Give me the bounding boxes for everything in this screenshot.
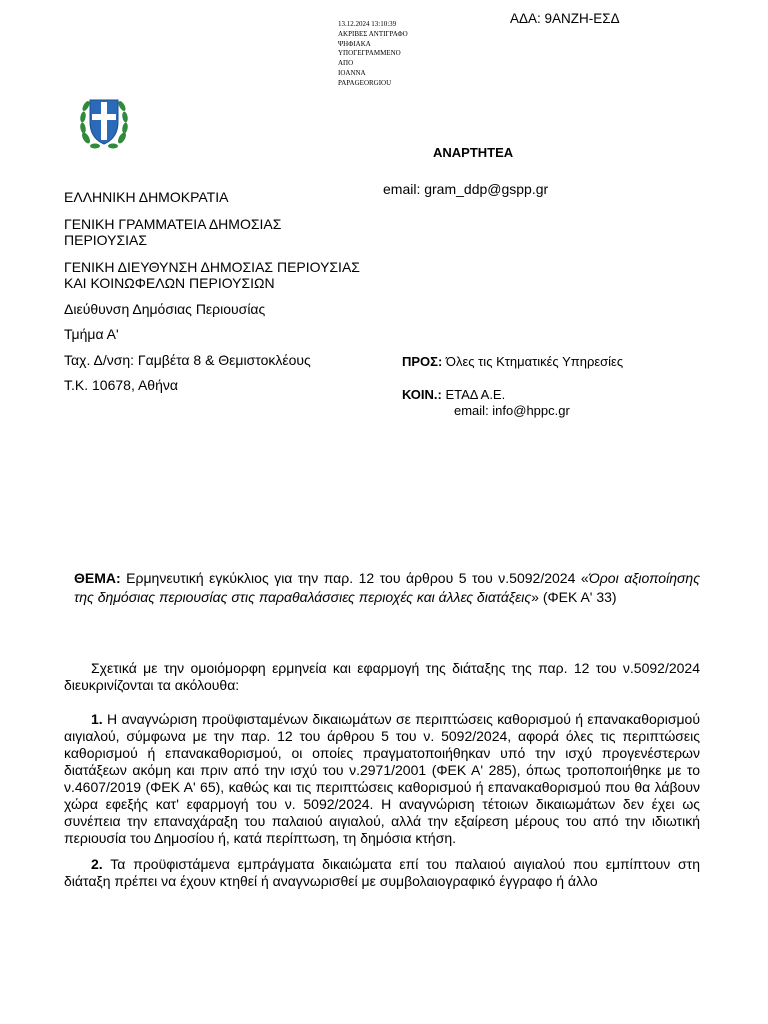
stamp-line: ΑΚΡΙΒΕΣ ΑΝΤΙΓΡΑΦΟ xyxy=(338,29,408,38)
paragraph-2 xyxy=(64,856,700,890)
greek-emblem-icon xyxy=(80,88,128,152)
sender-address: Ταχ. Δ/νση: Γαμβέτα 8 & Θεμιστοκλέους xyxy=(64,351,311,368)
subject-paragraph xyxy=(74,569,700,607)
stamp-line: PAPAGEORGIOU xyxy=(338,78,392,87)
sender-directorate-general: ΓΕΝΙΚΗ ΔΙΕΥΘΥΝΣΗ ΔΗΜΟΣΙΑΣ ΠΕΡΙΟΥΣΙΑΣ ΚΑΙ ΚΟΙΝΩΦΕΛΩΝ ΠΕΡΙΟΥΣΙΩΝ xyxy=(64,258,360,291)
cc-value: ΕΤΑΔ Α.Ε. xyxy=(441,387,506,402)
to-label: ΠΡΟΣ: xyxy=(402,354,443,369)
document-body xyxy=(64,660,700,899)
paragraph-1 xyxy=(64,711,700,847)
recipient-to xyxy=(402,354,742,370)
subject-label: ΘΕΜΑ: xyxy=(74,570,121,586)
intro-paragraph: Σχετικά με την ομοιόμορφη ερμηνεία και εφαρμογή της διάταξης της παρ. 12 του ν.5092/2024 διευκρινίζονται τα ακόλουθα: xyxy=(64,660,700,693)
paragraph-text: Τα προϋφιστάμενα εμπράγματα δικαιώματα επί του παλαιού αιγιαλού που εμπίπτουν στη διάταξη πρέπει να έχουν κτηθεί ή αναγνωρισθεί με συμβολαιογραφικό έγγραφο ή άλλο xyxy=(64,856,700,889)
stamp-line: IOANNA xyxy=(338,68,366,77)
sender-email: email: gram_ddp@gspp.gr xyxy=(383,181,549,197)
stamp-line: ΨΗΦΙΑΚΑ xyxy=(338,39,371,48)
paragraph-number: 1. xyxy=(91,711,103,727)
sender-republic: ΕΛΛΗΝΙΚΗ ΔΗΜΟΚΡΑΤΙΑ xyxy=(64,189,229,205)
sender-block xyxy=(64,189,364,394)
paragraph-text: Η αναγνώριση προϋφισταμένων δικαιωμάτων σε περιπτώσεις καθορισμού ή επανακαθορισμού αιγιαλού, σύμφωνα με την παρ. 12 του άρθρου 5 του ν. 5092/2024, αφορά όλες τις περιπτώσεις καθορισμού ή επανακαθορισμού, οι οποίες πραγματοποιήθηκαν υπό την ισχύ προγενέστερων διατάξεων ακόμη και πριν από την ισχύ του ν.2971/2001 (ΦΕΚ Α' 285), όπως τροποποιήθηκε με το ν.4607/2019 (ΦΕΚ Α' 65), καθώς και τις περιπτώσεις καθορισμού ή επανακαθορισμού που θα λάβουν χώρα εφεξής κατ' εφαρμογή του ν. 5092/2024. Η αναγνώριση τέτοιων δικαιωμάτων δεν έχει ως συνέπεια την επαναχάραξη του παλαιού αιγιαλού, αλλά την εξαίρεση μέρους του από την ιδιωτική περιουσία του Δημοσίου ή, κατά περίπτωση, τη δημόσια κτήση. xyxy=(64,711,700,846)
stamp-line: ΑΠΟ xyxy=(338,59,354,68)
to-value: Όλες τις Κτηματικές Υπηρεσίες xyxy=(442,354,624,369)
recipient-cc xyxy=(402,387,742,403)
ada-code: ΑΔΑ: 9ΑΝΖΗ-ΕΣΔ xyxy=(510,11,620,26)
stamp-line: 13.12.2024 13:10:39 xyxy=(338,20,397,28)
paragraph-number: 2. xyxy=(91,856,103,872)
sender-department: Τμήμα Α' xyxy=(64,326,119,342)
cc-label: ΚΟΙΝ.: xyxy=(402,387,442,402)
cc-email: email: info@hppc.gr xyxy=(454,403,570,418)
subject-text-end: » (ΦΕΚ Α' 33) xyxy=(531,589,617,605)
sender-directorate: Διεύθυνση Δημόσιας Περιουσίας xyxy=(64,300,266,317)
recipients-block xyxy=(402,354,742,419)
signature-stamp xyxy=(338,20,458,89)
sender-secretariat: ΓΕΝΙΚΗ ΓΡΑΜΜΑΤΕΙΑ ΔΗΜΟΣΙΑΣ ΠΕΡΙΟΥΣΙΑΣ xyxy=(64,215,282,248)
subject-text: Ερμηνευτική εγκύκλιος για την παρ. 12 του άρθρου 5 του ν.5092/2024 « xyxy=(120,570,589,586)
stamp-line: ΥΠΟΓΕΓΡΑΜΜΕΝΟ xyxy=(338,49,401,58)
subject-law-title: Όροι αξιοποίησης της δημόσιας περιουσίας στις παραθαλάσσιες περιοχές και άλλες διατάξεις xyxy=(74,570,700,605)
sender-postal: Τ.Κ. 10678, Αθήνα xyxy=(64,377,178,393)
posting-label: ΑΝΑΡΤΗΤΕΑ xyxy=(433,145,514,160)
